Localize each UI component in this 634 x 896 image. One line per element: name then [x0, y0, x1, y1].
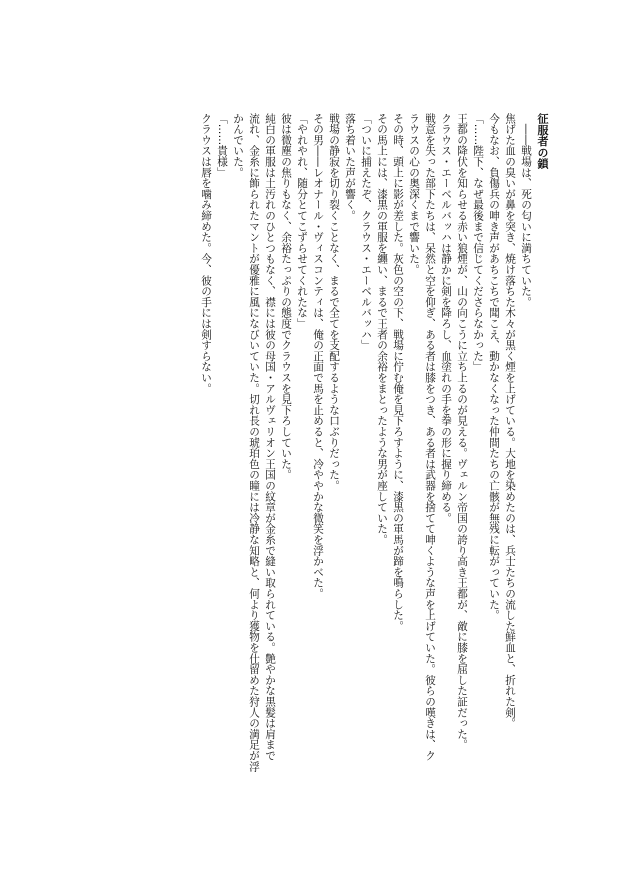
- paragraph: ――戦場は、死の匂いに満ちていた。: [520, 113, 532, 308]
- paragraph: 王都の降伏を知らせる赤い狼煙が、山の向こうに立ち上るのが見える。ヴェルン帝国の誇り高き王都が、敵に膝を屈した証だった。: [456, 113, 468, 751]
- vertical-text-block: [198, 113, 550, 873]
- paragraph: かんでいた。: [232, 113, 244, 178]
- paragraph: 今もなお、負傷兵の呻き声があちこちで聞こえ、動かなくなった仲間たちの亡骸が無残に転がっていた。: [488, 113, 500, 621]
- paragraph: 落ち着いた声が響く。: [344, 113, 356, 221]
- paragraph: 「やれやれ、随分とてこずらせてくれたな」: [296, 113, 308, 329]
- paragraph: 「……陛下、なぜ最後まで信じてくださらなかった」: [472, 113, 484, 373]
- paragraph: その時、頭上に影が差した。灰色の空の下、戦場に佇む俺を見下ろすように、漆黒の軍馬が蹄を鳴らした。: [392, 113, 404, 632]
- paragraph: クラウスは唇を噛み締めた。今、彼の手には剣すらない。: [200, 113, 212, 394]
- paragraph: 「ついに捕えたぞ、クラウス・エーベルバッハ」: [360, 113, 372, 351]
- paragraph: 純白の軍服は土汚れのひとつもなく、襟には彼の母国・アルヴェリオン王国の紋章が金糸で縫い取られている。艶やかな黒髪は肩まで: [264, 113, 276, 761]
- paragraph: 「……貴様」: [216, 113, 228, 178]
- document-title: 征服者の鎖: [536, 113, 549, 169]
- paragraph: その馬上には、漆黒の軍服を纏い、まるで王者の余裕をまとったような男が座していた。: [376, 113, 388, 545]
- paragraph: 戦場の静寂を切り裂くことなく、まるで全てを支配するような口ぶりだった。: [328, 113, 340, 491]
- paragraph: 焦げた血の臭いが鼻を突き、焼け落ちた木々が黒く煙を上げている。大地を染めたのは、兵士たちの流した鮮血と、折れた剣。: [504, 113, 516, 729]
- paragraph: 流れ、金糸に飾られたマントが優雅に風になびいていた。切れ長の琥珀色の瞳には冷静な知略と、何より獲物を仕留めた狩人の満足が浮: [248, 113, 260, 772]
- paragraph: クラウス・エーベルバッハは静かに剣を降ろし、血塗れの手を拳の形に握り締める。: [440, 113, 452, 524]
- paragraph: ラウスの心の奥深くまで響いた。: [408, 113, 420, 275]
- paragraph: 彼は微塵の焦りもなく、余裕たっぷりの態度でクラウスを見下ろしていた。: [280, 113, 292, 481]
- paragraph: 戦意を失った部下たちは、呆然と空を仰ぎ、ある者は膝をつき、ある者は武器を捨てて呻くような声を上げていた。彼らの嘆きは、ク: [424, 113, 436, 761]
- paragraph: その男――レオナール・ヴィスコンティは、俺の正面で馬を止めると、冷ややかな微笑を浮かべた。: [312, 113, 324, 599]
